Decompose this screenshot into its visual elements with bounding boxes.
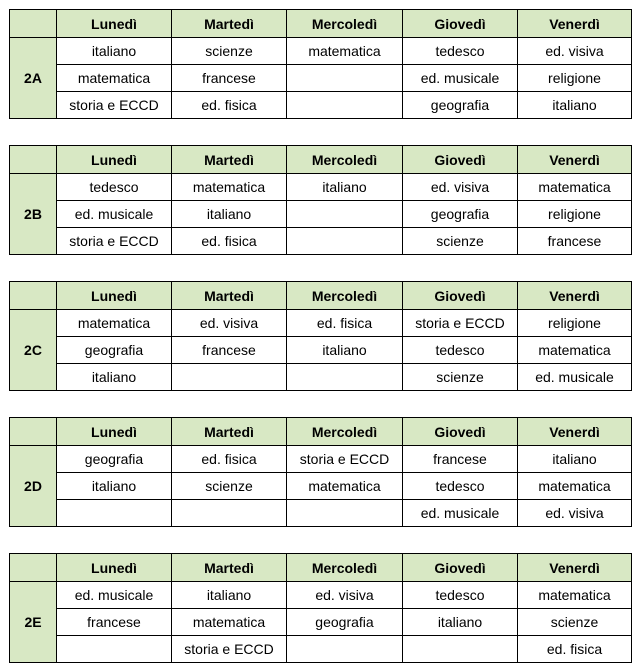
subject-cell — [57, 500, 172, 527]
subject-cell: storia e ECCD — [172, 636, 287, 663]
header-row — [10, 146, 632, 174]
subject-cell: matematica — [172, 174, 287, 201]
header-row — [10, 418, 632, 446]
subject-cell: ed. musicale — [57, 582, 172, 609]
subject-cell — [287, 65, 403, 92]
subject-cell: francese — [518, 228, 632, 255]
day-header: Lunedì — [57, 418, 172, 446]
timetable-table — [9, 281, 632, 391]
table-row — [10, 636, 632, 663]
corner-cell — [10, 146, 57, 174]
subject-cell — [57, 636, 172, 663]
day-header: Venerdì — [518, 554, 632, 582]
corner-cell — [10, 10, 57, 38]
class-label: 2E — [10, 582, 57, 663]
timetable-2e — [9, 553, 631, 662]
subject-cell: storia e ECCD — [287, 446, 403, 473]
day-header: Lunedì — [57, 282, 172, 310]
corner-cell — [10, 418, 57, 446]
table-row — [10, 582, 632, 609]
table-row — [10, 446, 632, 473]
subject-cell: matematica — [518, 582, 632, 609]
subject-cell — [287, 201, 403, 228]
subject-cell: geografia — [403, 92, 518, 119]
subject-cell — [287, 92, 403, 119]
subject-cell: scienze — [172, 38, 287, 65]
corner-cell — [10, 554, 57, 582]
subject-cell: matematica — [287, 38, 403, 65]
subject-cell — [403, 636, 518, 663]
day-header: Martedì — [172, 10, 287, 38]
subject-cell: italiano — [57, 364, 172, 391]
day-header: Martedì — [172, 146, 287, 174]
subject-cell: religione — [518, 310, 632, 337]
subject-cell: italiano — [172, 201, 287, 228]
day-header: Martedì — [172, 282, 287, 310]
subject-cell — [287, 636, 403, 663]
class-label: 2D — [10, 446, 57, 527]
day-header: Martedì — [172, 418, 287, 446]
table-row — [10, 228, 632, 255]
header-row — [10, 10, 632, 38]
class-label: 2C — [10, 310, 57, 391]
subject-cell: religione — [518, 65, 632, 92]
subject-cell: tedesco — [403, 337, 518, 364]
subject-cell: ed. visiva — [518, 38, 632, 65]
subject-cell: matematica — [518, 473, 632, 500]
day-header: Venerdì — [518, 418, 632, 446]
subject-cell: italiano — [287, 174, 403, 201]
table-row — [10, 500, 632, 527]
day-header: Giovedì — [403, 418, 518, 446]
subject-cell: francese — [403, 446, 518, 473]
subject-cell: geografia — [57, 337, 172, 364]
day-header: Giovedì — [403, 10, 518, 38]
subject-cell: ed. visiva — [287, 582, 403, 609]
subject-cell: italiano — [287, 337, 403, 364]
subject-cell — [287, 500, 403, 527]
subject-cell: ed. musicale — [403, 65, 518, 92]
subject-cell: ed. visiva — [403, 174, 518, 201]
subject-cell: matematica — [518, 337, 632, 364]
subject-cell: ed. fisica — [518, 636, 632, 663]
day-header: Venerdì — [518, 146, 632, 174]
subject-cell: ed. visiva — [172, 310, 287, 337]
class-label: 2A — [10, 38, 57, 119]
subject-cell: francese — [172, 65, 287, 92]
day-header: Venerdì — [518, 282, 632, 310]
subject-cell: tedesco — [57, 174, 172, 201]
day-header: Mercoledì — [287, 146, 403, 174]
subject-cell: tedesco — [403, 38, 518, 65]
subject-cell: francese — [172, 337, 287, 364]
subject-cell: geografia — [287, 609, 403, 636]
table-row — [10, 310, 632, 337]
subject-cell: matematica — [172, 609, 287, 636]
subject-cell: storia e ECCD — [57, 92, 172, 119]
table-row — [10, 473, 632, 500]
day-header: Mercoledì — [287, 418, 403, 446]
subject-cell: ed. musicale — [518, 364, 632, 391]
subject-cell: ed. fisica — [287, 310, 403, 337]
subject-cell: geografia — [57, 446, 172, 473]
table-row — [10, 92, 632, 119]
subject-cell: scienze — [403, 364, 518, 391]
day-header: Lunedì — [57, 10, 172, 38]
subject-cell: ed. fisica — [172, 228, 287, 255]
subject-cell: francese — [57, 609, 172, 636]
subject-cell: ed. musicale — [403, 500, 518, 527]
subject-cell: storia e ECCD — [403, 310, 518, 337]
table-row — [10, 174, 632, 201]
subject-cell: ed. musicale — [57, 201, 172, 228]
subject-cell: tedesco — [403, 473, 518, 500]
day-header: Giovedì — [403, 282, 518, 310]
timetable-table — [9, 417, 632, 527]
subject-cell — [172, 364, 287, 391]
day-header: Giovedì — [403, 554, 518, 582]
subject-cell: italiano — [518, 446, 632, 473]
day-header: Lunedì — [57, 554, 172, 582]
timetable-table — [9, 145, 632, 255]
day-header: Lunedì — [57, 146, 172, 174]
timetable-table — [9, 553, 632, 663]
subject-cell: geografia — [403, 201, 518, 228]
table-row — [10, 201, 632, 228]
subject-cell: matematica — [287, 473, 403, 500]
subject-cell — [287, 228, 403, 255]
subject-cell: scienze — [403, 228, 518, 255]
header-row — [10, 554, 632, 582]
corner-cell — [10, 282, 57, 310]
day-header: Martedì — [172, 554, 287, 582]
table-row — [10, 38, 632, 65]
subject-cell: ed. visiva — [518, 500, 632, 527]
timetable-2d — [9, 417, 631, 526]
header-row — [10, 282, 632, 310]
subject-cell: italiano — [172, 582, 287, 609]
subject-cell: tedesco — [403, 582, 518, 609]
day-header: Mercoledì — [287, 554, 403, 582]
subject-cell: italiano — [57, 38, 172, 65]
subject-cell: scienze — [518, 609, 632, 636]
table-row — [10, 65, 632, 92]
day-header: Giovedì — [403, 146, 518, 174]
day-header: Mercoledì — [287, 10, 403, 38]
subject-cell: ed. fisica — [172, 446, 287, 473]
subject-cell: matematica — [518, 174, 632, 201]
class-label: 2B — [10, 174, 57, 255]
timetable-2b — [9, 145, 631, 254]
day-header: Venerdì — [518, 10, 632, 38]
subject-cell: storia e ECCD — [57, 228, 172, 255]
subject-cell: scienze — [172, 473, 287, 500]
timetable-2a — [9, 9, 631, 118]
subject-cell: matematica — [57, 310, 172, 337]
subject-cell: italiano — [518, 92, 632, 119]
day-header: Mercoledì — [287, 282, 403, 310]
timetable-2c — [9, 281, 631, 390]
subject-cell — [172, 500, 287, 527]
subject-cell: religione — [518, 201, 632, 228]
subject-cell: ed. fisica — [172, 92, 287, 119]
timetable-table — [9, 9, 632, 119]
subject-cell — [287, 364, 403, 391]
subject-cell: matematica — [57, 65, 172, 92]
subject-cell: italiano — [403, 609, 518, 636]
table-row — [10, 609, 632, 636]
table-row — [10, 337, 632, 364]
table-row — [10, 364, 632, 391]
subject-cell: italiano — [57, 473, 172, 500]
